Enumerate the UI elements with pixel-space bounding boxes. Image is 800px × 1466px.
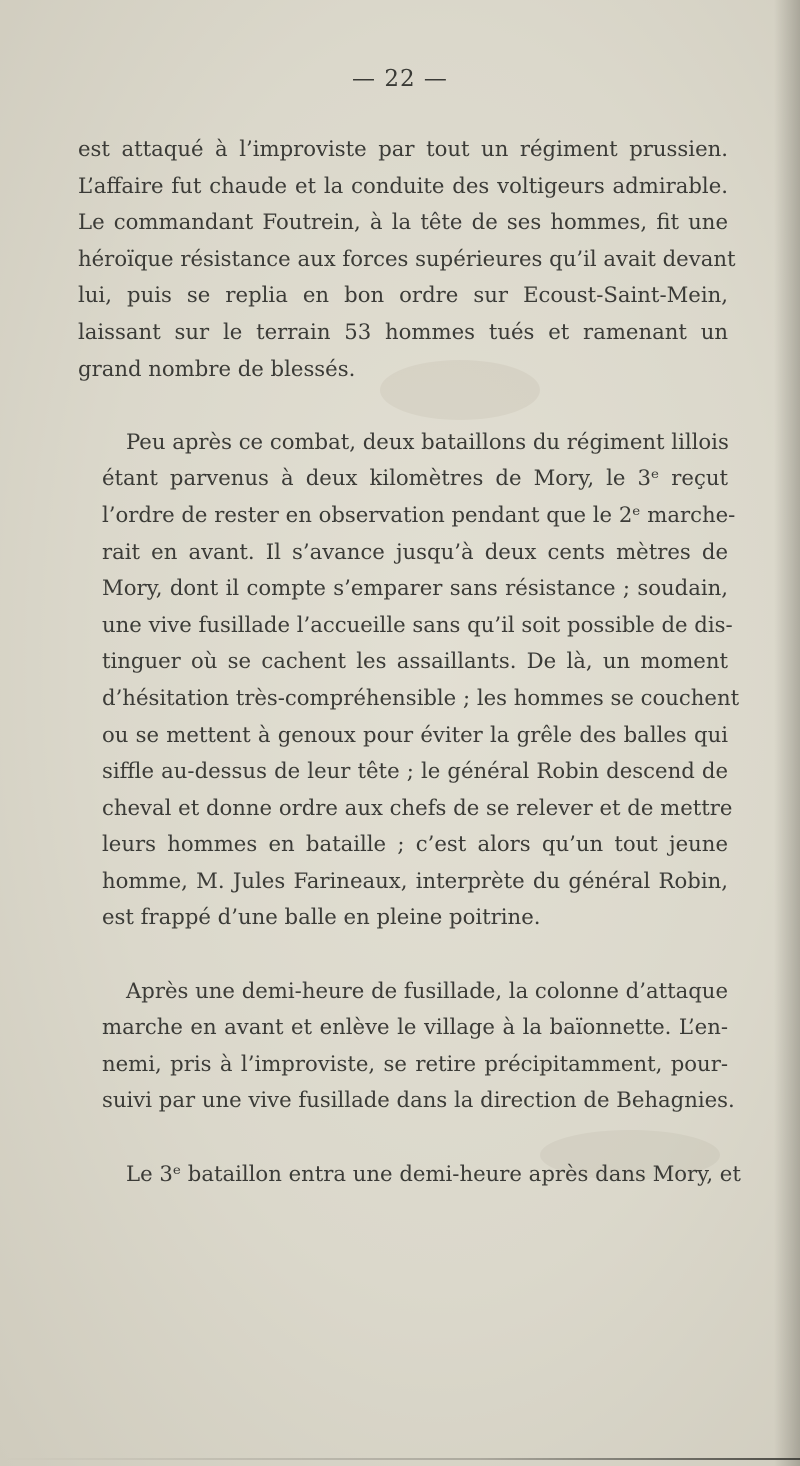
text-line: rait en avant. Il s’avance jusqu’à deux cents mètres de xyxy=(102,538,728,564)
paragraph xyxy=(78,973,735,1119)
text-line: Le commandant Foutrein, à la tête de ses hommes, fit une xyxy=(78,209,728,235)
text-line: Mory, dont il compte s’emparer sans résistance ; soudain, xyxy=(102,575,728,601)
text-line: grand nombre de blessés. xyxy=(78,355,356,381)
text-line: L’affaire fut chaude et la conduite des voltigeurs admirable. xyxy=(78,172,728,198)
page-edge-shadow xyxy=(774,0,800,1466)
page-bottom-edge xyxy=(0,1458,800,1460)
text-line: Peu après ce combat, deux bataillons du régiment lillois xyxy=(126,428,729,454)
text-line: Après une demi-heure de fusillade, la colonne d’attaque xyxy=(126,977,728,1003)
text-line: homme, M. Jules Farineaux, interprète du général Robin, xyxy=(102,867,728,893)
text-line: héroïque résistance aux forces supérieures qu’il avait devant xyxy=(78,245,736,271)
paragraph xyxy=(78,131,736,387)
body-text xyxy=(78,131,741,1229)
text-line: est frappé d’une balle en pleine poitrine. xyxy=(102,904,541,930)
paragraph xyxy=(78,424,740,936)
text-line: siffle au-dessus de leur tête ; le général Robin descend de xyxy=(102,758,728,784)
text-line: nemi, pris à l’improviste, se retire précipitamment, pour- xyxy=(102,1050,728,1076)
text-line: ou se mettent à genoux pour éviter la grêle des balles qui xyxy=(102,721,728,747)
text-line: Le 3ᵉ bataillon entra une demi-heure après dans Mory, et xyxy=(126,1160,741,1186)
text-line: leurs hommes en bataille ; c’est alors qu’un tout jeune xyxy=(102,831,728,857)
text-line: tinguer où se cachent les assaillants. De là, un moment xyxy=(102,648,728,674)
text-line: une vive fusillade l’accueille sans qu’il soit possible de dis- xyxy=(102,611,733,637)
text-line: l’ordre de rester en observation pendant que le 2ᵉ marche- xyxy=(102,501,736,527)
text-line: cheval et donne ordre aux chefs de se relever et de mettre xyxy=(102,794,733,820)
text-line: est attaqué à l’improviste par tout un régiment prussien. xyxy=(78,136,728,161)
paragraph xyxy=(78,1156,741,1193)
text-line: lui, puis se replia en bon ordre sur Ecoust-Saint-Mein, xyxy=(78,282,728,308)
text-line: marche en avant et enlève le village à la baïonnette. L’en- xyxy=(102,1014,728,1040)
text-line: suivi par une vive fusillade dans la direction de Behagnies. xyxy=(102,1087,735,1113)
text-line: d’hésitation très-compréhensible ; les hommes se couchent xyxy=(102,684,740,710)
text-line: laissant sur le terrain 53 hommes tués et ramenant un xyxy=(78,318,728,344)
text-line: étant parvenus à deux kilomètres de Mory, le 3ᵉ reçut xyxy=(102,465,728,491)
page-number: — 22 — xyxy=(352,66,448,92)
